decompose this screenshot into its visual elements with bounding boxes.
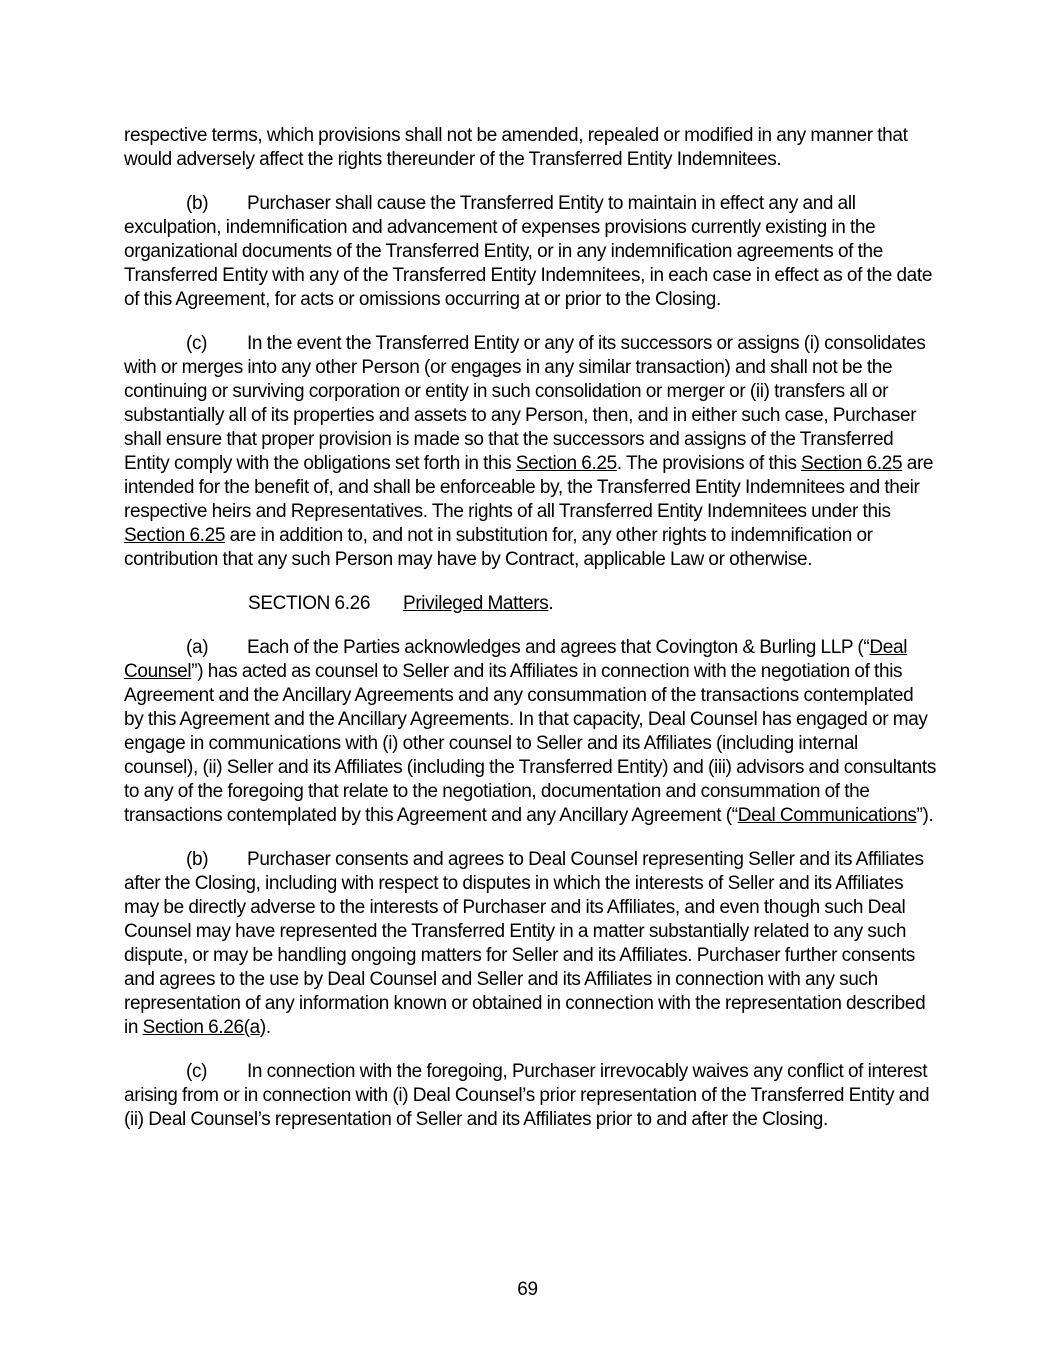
paragraph-6-26-a [124, 636, 936, 828]
defined-term: Deal Counsel [124, 637, 908, 682]
document-page [124, 124, 936, 1152]
paragraph-label: (c) [186, 1061, 208, 1082]
paragraph-label: (a) [186, 637, 209, 658]
paragraph-text: Purchaser consents and agrees to Deal Counsel representing Seller and its Affiliates after the Closing, including with respect to disputes in which the interests of Seller and its Affiliates may be directly adverse to the interests of Purchaser and its Affiliates, and even though such Deal Counsel may have represented the Transferred Entity in a matter substantially related to any such dispute, or may be handling ongoing matters for Seller and its Affiliates. Purchaser further consents and agrees to the use by Deal Counsel and Seller and its Affiliates in connection with any such representation of any information known or obtained in connection with the representation described in [124, 849, 926, 1038]
section-heading [124, 592, 936, 616]
section-number: SECTION 6.26 [248, 593, 371, 614]
paragraph-text: Each of the Parties acknowledges and agrees that Covington & Burling LLP (“ [247, 637, 870, 658]
section-reference: Section 6.25 [124, 525, 226, 546]
paragraph-label: (b) [186, 193, 209, 214]
paragraph-text: In connection with the foregoing, Purchaser irrevocably waives any conflict of interest arising from or in connection with (i) Deal Counsel’s prior representation of the Transferred Entity and (ii) Deal Counsel’s representation of Seller and its Affiliates prior to and after the Closing. [124, 1061, 930, 1130]
paragraph-label: (b) [186, 849, 209, 870]
paragraph-text: are in addition to, and not in substitution for, any other rights to indemnification or contribution that any such Person may have by Contract, applicable Law or otherwise. [124, 525, 873, 570]
paragraph-text: In the event the Transferred Entity or any of its successors or assigns (i) consolidates with or merges into any other Person (or engages in any similar transaction) and shall not be the continuing or surviving corporation or entity in such consolidation or merger or (ii) transfers all or substantially all of its properties and assets to any Person, then, and in either such case, Purchaser shall ensure that proper provision is made so that the successors and assigns of the Transferred Entity comply with the obligations set forth in this [124, 333, 926, 474]
paragraph-6-26-b [124, 848, 936, 1040]
section-title: Privileged Matters [403, 593, 549, 614]
paragraph-text: ”) has acted as counsel to Seller and its Affiliates in connection with the negotiation of this Agreement and the Ancillary Agreements and any consummation of the transactions contemplated by this Agreement and the Ancillary Agreements. In that capacity, Deal Counsel has engaged or may engage in communications with (i) other counsel to Seller and its Affiliates (including internal counsel), (ii) Seller and its Affiliates (including the Transferred Entity) and (iii) advisors and consultants to any of the foregoing that relate to the negotiation, documentation and consummation of the transactions contemplated by this Agreement and any Ancillary Agreement (“ [124, 661, 937, 826]
paragraph-6-25-c [124, 332, 936, 572]
page-number: 69 [517, 1279, 538, 1300]
paragraph-text: . The provisions of this [616, 453, 802, 474]
paragraph-6-25-b [124, 192, 936, 312]
section-reference: Section 6.25 [515, 453, 617, 474]
section-reference: Section 6.25 [801, 453, 903, 474]
section-reference: Section 6.26(a) [142, 1017, 266, 1038]
paragraph-label: (c) [186, 333, 208, 354]
paragraph-text: respective terms, which provisions shall not be amended, repealed or modified in any manner that would adversely affect the rights thereunder of the Transferred Entity Indemnitees. [124, 125, 908, 170]
paragraph-text: are intended for the benefit of, and shall be enforceable by, the Transferred Entity Indemnitees and their respective heirs and Representatives. The rights of all Transferred Entity Indemnitees under this [124, 453, 934, 522]
section-title-period: . [548, 593, 554, 614]
paragraph-continuation [124, 124, 936, 172]
paragraph-6-26-c [124, 1060, 936, 1132]
paragraph-text: . [265, 1017, 271, 1038]
paragraph-text: Purchaser shall cause the Transferred Entity to maintain in effect any and all exculpation, indemnification and advancement of expenses provisions currently existing in the organizational documents of the Transferred Entity, or in any indemnification agreements of the Transferred Entity with any of the Transferred Entity Indemnitees, in each case in effect as of the date of this Agreement, for acts or omissions occurring at or prior to the Closing. [124, 193, 933, 310]
paragraph-text: ”). [916, 805, 934, 826]
defined-term: Deal Communications [737, 805, 917, 826]
